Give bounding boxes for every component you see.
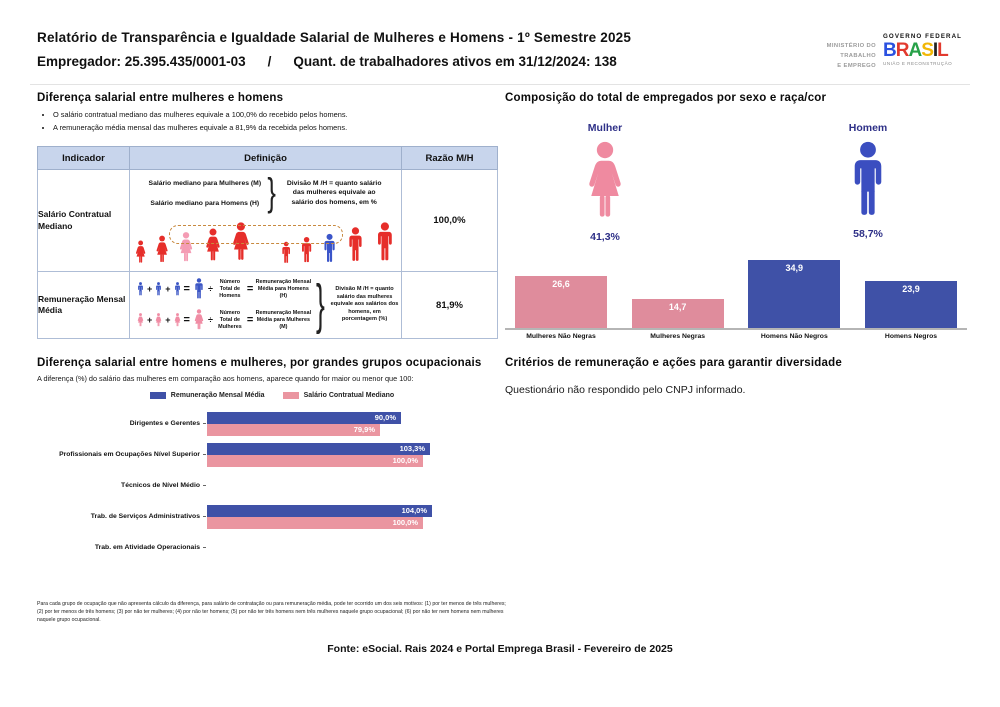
bar: 104,0% (207, 505, 432, 517)
man-icon (192, 278, 206, 301)
group-bars (207, 505, 432, 529)
bar (865, 281, 957, 328)
salary-gap-title: Diferença salarial entre mulheres e homens (37, 92, 284, 104)
female-percentage: 41,3% (590, 231, 620, 243)
composition-bar (748, 250, 840, 328)
brasil-letter: A (908, 40, 922, 61)
divide-sign: ÷ (207, 315, 213, 325)
occupational-row (37, 408, 507, 439)
women-average-label: Remuneração Mensal Média para Mulheres (M) (255, 309, 312, 330)
man-icon (154, 282, 163, 297)
ministry-logo (827, 42, 876, 72)
criteria-title: Critérios de remuneração e ações para garantir diversidade (505, 357, 842, 369)
group-label: Profissionais em Ocupações Nível Superior (59, 450, 200, 458)
woman-icon (153, 235, 171, 266)
bar-category-label: Mulheres Não Negras (526, 333, 596, 340)
page-title: Relatório de Transparência e Igualdade Salarial de Mulheres e Homens - 1º Semestre 2025 (37, 30, 632, 45)
bar-value-label: 14,7 (668, 302, 687, 312)
occupational-title: Diferença salarial entre homens e mulheres, por grandes grupos ocupacionais (37, 357, 482, 369)
table-row-salario-mediano (38, 170, 498, 272)
man-icon (136, 282, 145, 297)
composition-bar (632, 250, 724, 328)
group-bars (207, 412, 401, 436)
plus-sign: + (147, 315, 153, 325)
ministry-line: TRABALHO (840, 52, 876, 59)
women-total-label: Número Total de Mulheres (218, 309, 242, 330)
occupational-row (37, 470, 507, 501)
brace-glyph: } (316, 273, 326, 335)
criteria-section (505, 357, 975, 396)
bar-category-label: Homens Não Negros (760, 333, 828, 340)
men-total-label: Número Total de Homens (219, 278, 241, 299)
legend-label: Salário Contratual Mediano (303, 392, 395, 399)
group-label: Trab. de Serviços Administrativos (90, 512, 200, 520)
man-icon (344, 226, 367, 266)
indicator-label: Salário Contratual Mediano (38, 170, 130, 272)
brasil-letter: B (883, 40, 896, 61)
bar-value-label: 26,6 (552, 279, 570, 289)
table-row-remuneracao-media (38, 272, 498, 339)
occupational-row (37, 532, 507, 563)
bar: 90,0% (207, 412, 401, 424)
woman-icon (173, 313, 182, 328)
legend-item (150, 392, 265, 399)
report-header (37, 30, 631, 69)
female-share-block (545, 122, 665, 243)
occupational-row (37, 501, 507, 532)
indicator-label: Remuneração Mensal Média (38, 272, 130, 339)
plus-sign: + (147, 284, 153, 294)
brasil-letter: R (895, 40, 909, 61)
occupational-section (37, 357, 507, 563)
plus-sign: + (165, 284, 171, 294)
man-icon (173, 282, 182, 297)
bar-value-label: 34,9 (785, 263, 804, 273)
male-label: Homem (848, 122, 888, 134)
composition-bar-track (505, 250, 967, 330)
ministry-line: E EMPREGO (837, 62, 876, 69)
group-bars (207, 443, 430, 467)
group-label: Técnicos de Nível Médio (121, 481, 200, 489)
composition-section (505, 92, 975, 254)
composition-title: Composição do total de empregados por sexo e raça/cor (505, 92, 827, 104)
composition-bar-chart (505, 250, 967, 340)
bar: 79,9% (207, 424, 380, 436)
bullet-item: • O salário contratual mediano das mulheres equivale a 100,0% do recebido pelos homens. (53, 110, 497, 119)
brasil-letter: S (921, 40, 933, 61)
female-label: Mulher (587, 122, 623, 134)
occupational-rows (37, 408, 507, 563)
equals-sign: = (246, 314, 254, 326)
bar: 100,0% (207, 517, 423, 529)
occupational-legend (37, 392, 507, 399)
woman-icon (133, 240, 148, 266)
definition-diagram-median (130, 170, 401, 271)
bar: 100,0% (207, 455, 423, 467)
legend-label: Remuneração Mensal Média (170, 392, 265, 399)
ratio-value: 81,9% (402, 272, 498, 339)
median-highlight-box (169, 225, 343, 244)
active-workers-count: Quant. de trabalhadores ativos em 31/12/2024: 138 (293, 54, 617, 69)
bar (748, 260, 840, 328)
col-header-definicao: Definição (130, 147, 402, 170)
legend-swatch (150, 392, 166, 399)
median-men-label: Salário mediano para Homens (H) (150, 199, 260, 207)
composition-bar (515, 250, 607, 328)
criteria-text: Questionário não respondido pelo CNPJ informado. (505, 384, 746, 396)
header-separator: / (267, 54, 272, 69)
woman-icon (136, 313, 145, 328)
plus-sign: + (165, 315, 171, 325)
legend-item (283, 392, 395, 399)
employer-id: Empregador: 25.395.435/0001-03 (37, 54, 246, 69)
bar-value-label: 23,9 (902, 284, 920, 294)
salary-gap-section (37, 92, 497, 136)
man-icon (843, 141, 893, 224)
occupational-row (37, 439, 507, 470)
divide-sign: ÷ (207, 284, 213, 294)
group-label: Trab. em Atividade Operacionais (94, 543, 200, 551)
axis-tick (203, 516, 206, 517)
women-average-formula (136, 309, 311, 332)
population-figures (133, 219, 398, 266)
bar-category-label: Mulheres Negras (650, 333, 706, 340)
man-icon (279, 241, 293, 266)
occupational-footnote: Para cada grupo de ocupação que não apresenta cálculo da diferença, para salário de contratação ou para remuneração média, pode ter ocorrido um dos seis motivos: (1) por ter menos de três mulheres; (2) por ter menos de três homens; (3) por não ter mulheres; (4) por não ter homens; (5) por não ter três homens nem três mulheres naquele grupo ocupacional; (6) por não ter nem homens nem mulheres naquele grupo ocupacional. (37, 601, 506, 624)
male-share-block (808, 122, 928, 240)
equals-sign: = (183, 314, 190, 326)
definition-diagram-average (130, 272, 401, 338)
brasil-wordmark (883, 41, 971, 60)
ratio-value: 100,0% (402, 170, 498, 272)
occupational-subtitle: A diferença (%) do salário das mulheres em comparação aos homens, aparece quando for maior ou menor que 100: (37, 374, 414, 383)
header-divider (30, 84, 970, 85)
group-label: Dirigentes e Gerentes (129, 419, 200, 427)
indicator-table (37, 146, 498, 339)
brasil-letter: I (932, 40, 938, 61)
median-women-label: Salário mediano para Mulheres (M) (148, 179, 262, 187)
equals-sign: = (183, 283, 190, 295)
axis-tick (203, 454, 206, 455)
ministry-line: MINISTÉRIO DO (826, 43, 876, 49)
source-footer: Fonte: eSocial. Rais 2024 e Portal Emprega Brasil - Fevereiro de 2025 (327, 643, 673, 655)
equals-sign: = (246, 283, 254, 295)
salary-gap-bullets (53, 110, 497, 132)
woman-icon (154, 313, 163, 328)
uniao-reconstrucao-label: UNIÃO E RECONSTRUÇÃO (883, 61, 953, 66)
bar-category-label: Homens Negros (884, 333, 938, 340)
composition-bar-labels (505, 333, 967, 340)
bar: 103,3% (207, 443, 430, 455)
col-header-razao: Razão M/H (402, 147, 498, 170)
division-note: Divisão M /H = quanto salário das mulheres equivale ao salário dos homens, em % (286, 180, 382, 206)
bar (632, 299, 724, 328)
governo-federal-label: GOVERNO FEDERAL (883, 33, 963, 40)
male-percentage: 58,7% (853, 228, 883, 240)
axis-tick (203, 547, 206, 548)
bullet-item: • A remuneração média mensal das mulheres equivale a 81,9% da recebida pelos homens. (53, 123, 497, 132)
brasil-letter: L (937, 40, 948, 61)
men-average-label: Remuneração Mensal Média para Homens (H) (255, 278, 312, 299)
axis-tick (203, 423, 206, 424)
bar (515, 276, 607, 328)
composition-bar (865, 250, 957, 328)
division-note: Divisão M /H = quanto salário das mulheres equivale aos salários dos homens, em porcentagem (%) (330, 286, 399, 323)
woman-icon (579, 141, 631, 227)
man-icon (372, 221, 398, 266)
brace-glyph: } (267, 171, 276, 215)
men-average-formula (136, 278, 311, 301)
gov-brasil-logo (883, 33, 971, 66)
axis-tick (203, 485, 206, 486)
woman-icon (192, 309, 206, 332)
legend-swatch (283, 392, 299, 399)
col-header-indicador: Indicador (38, 147, 130, 170)
